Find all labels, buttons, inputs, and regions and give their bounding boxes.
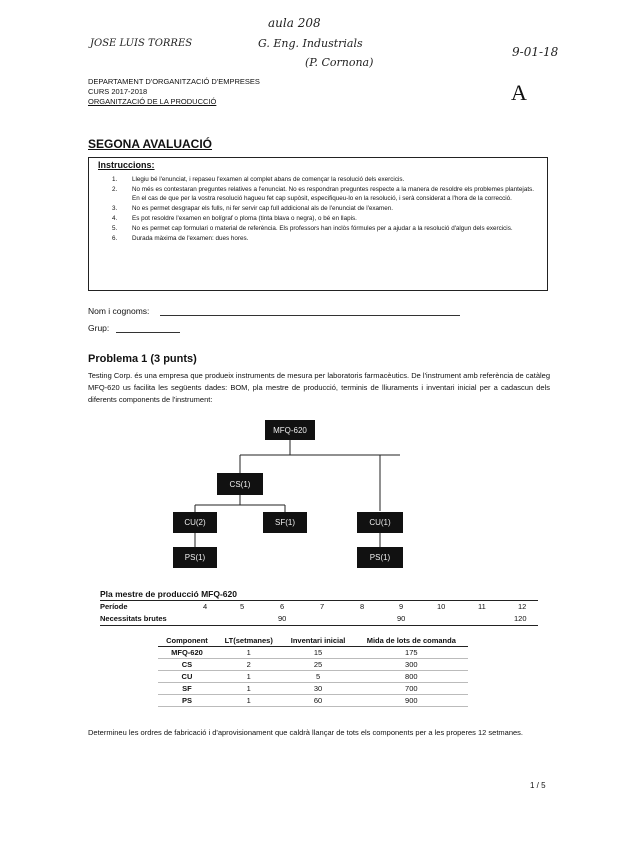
plan-period: 11	[478, 602, 486, 611]
components-table	[158, 634, 468, 707]
plan-period: 4	[203, 602, 208, 611]
bom-node-ps-left: PS(1)	[173, 547, 217, 568]
plan-divider-top	[100, 600, 538, 601]
bom-node-cu-left: CU(2)	[173, 512, 217, 533]
table-row: PS 1 60 900	[158, 695, 468, 707]
plan-period: 10	[437, 602, 446, 611]
plan-gross-label: Necessitats brutes	[100, 614, 167, 623]
plan-period-label: Període	[100, 602, 128, 611]
plan-period: 9	[399, 602, 404, 611]
subject-name: ORGANITZACIÓ DE LA PRODUCCIÓ	[88, 97, 217, 106]
problem-title: Problema 1 (3 punts)	[88, 353, 197, 365]
instruction-item: 4. Es pot resoldre l'examen en bolígraf o ploma (tinta blava o negra), o bé en llapis.	[112, 215, 357, 222]
plan-divider-bottom	[100, 625, 538, 626]
table-row: MFQ-620 1 15 175	[158, 647, 468, 659]
column-header: LT(setmanes)	[216, 634, 282, 647]
column-header: Inventari inicial	[282, 634, 355, 647]
handwritten-degree: G. Eng. Industrials	[258, 37, 363, 50]
section-title: SEGONA AVALUACIÓ	[88, 137, 213, 151]
instruction-item: 1. Llegiu bé l'enunciat, i repaseu l'examen al complet abans de començar la resolució dels exercicis.	[112, 176, 405, 183]
bom-node-sf: SF(1)	[263, 512, 307, 533]
handwritten-room: aula 208	[268, 16, 321, 30]
problem-statement: Testing Corp. és una empresa que produeix instruments de mesura per laboratoris farmacèutics. De l'instrument amb referència de catàleg MFQ-620 us facilita les següents dades: BOM, pla mestre de producció, terminis de lliuraments i inventari inicial per a cadascun dels diferents components de l'instrument:	[88, 371, 550, 404]
bom-node-root: MFQ-620	[265, 420, 315, 440]
exam-version-letter: A	[511, 80, 527, 105]
table-row: SF 1 30 700	[158, 683, 468, 695]
instruction-item: 5. No es permet cap formulari o material de referència. Els professors han inclòs fórmules per a ajudar a la resolució d'algun dels exercicis.	[112, 225, 513, 232]
bom-node-cu-right: CU(1)	[357, 512, 403, 533]
course-year: CURS 2017-2018	[88, 87, 148, 96]
plan-period: 6	[280, 602, 285, 611]
plan-period: 8	[360, 602, 365, 611]
group-label: Grup:	[88, 323, 110, 333]
plan-gross-value: 90	[397, 614, 406, 623]
page-number: 1 / 5	[530, 781, 546, 790]
plan-period: 7	[320, 602, 325, 611]
instruction-item: 2. No més es contestaran preguntes relatives a l'enunciat. No es respondran preguntes respecte a la manera de resoldre els problemes plantejats. En el cas de que per la vostra resolució hagueu fet cap supòsit, especifiqueu-lo en la resolució, i serà considerat a l'hora de la correcció.	[112, 186, 534, 202]
table-row: CS 2 25 300	[158, 659, 468, 671]
name-label: Nom i cognoms:	[88, 306, 150, 316]
handwritten-campus: (P. Cornona)	[305, 56, 374, 69]
task-statement: Determineu les ordres de fabricació i d'aprovisionament que caldrà llançar de tots els components per a les properes 12 setmanes.	[88, 728, 523, 737]
column-header: Mida de lots de comanda	[355, 634, 468, 647]
instruction-item: 3. No es permet desgrapar els fulls, ni fer servir cap full addicional als de l'enunciat de l'examen.	[112, 205, 394, 212]
column-header: Component	[158, 634, 216, 647]
plan-period: 12	[518, 602, 527, 611]
handwritten-date: 9-01-18	[512, 45, 559, 59]
table-header-row	[158, 634, 468, 647]
bom-node-cs: CS(1)	[217, 473, 263, 495]
plan-title: Pla mestre de producció MFQ-620	[100, 589, 237, 599]
instructions-heading: Instruccions:	[98, 160, 155, 170]
department-name: DEPARTAMENT D'ORGANITZACIÓ D'EMPRESES	[88, 77, 260, 86]
plan-gross-value: 120	[514, 614, 527, 623]
handwritten-name: JOSE LUIS TORRES	[90, 38, 193, 49]
plan-gross-value: 90	[278, 614, 287, 623]
table-row: CU 1 5 800	[158, 671, 468, 683]
instruction-item: 6. Durada màxima de l'examen: dues hores.	[112, 235, 249, 242]
bom-node-ps-right: PS(1)	[357, 547, 403, 568]
plan-period: 5	[240, 602, 245, 611]
